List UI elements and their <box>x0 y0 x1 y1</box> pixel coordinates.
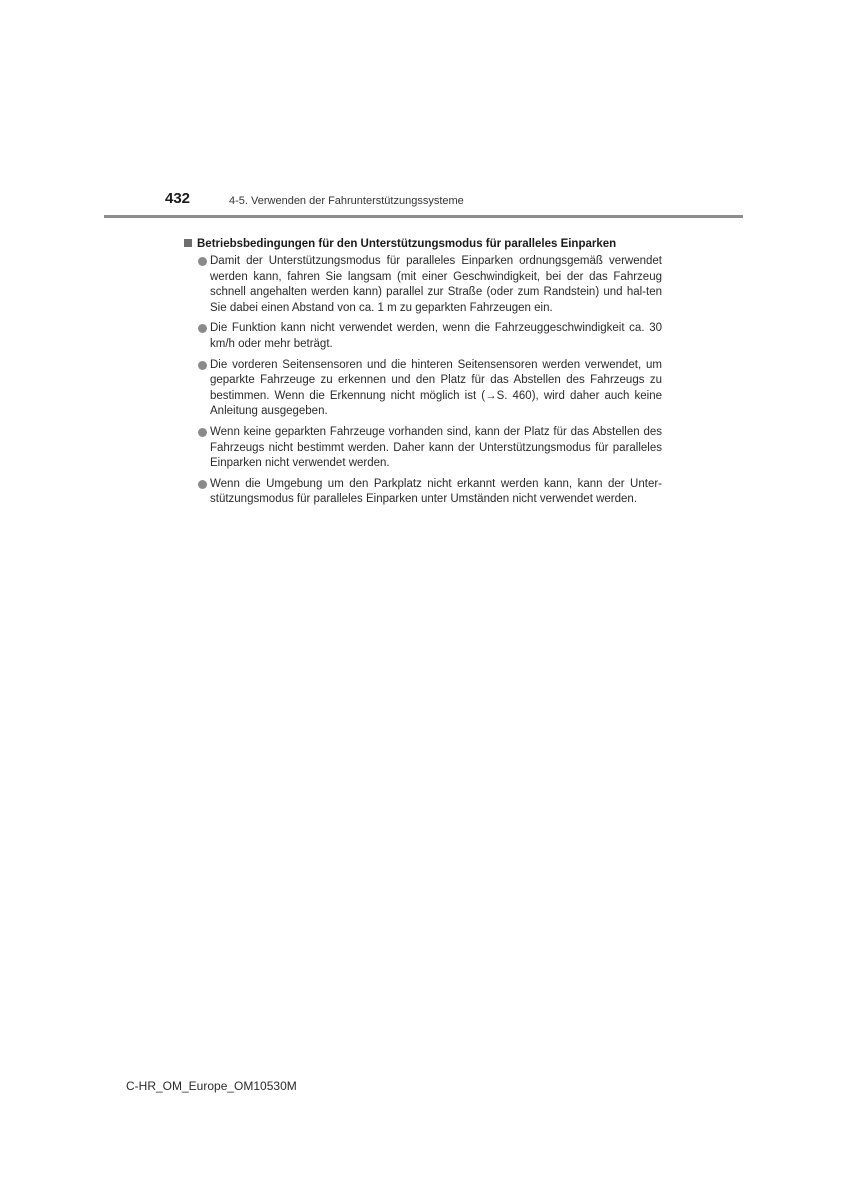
circle-bullet-icon <box>198 480 207 489</box>
header-divider <box>104 215 743 218</box>
list-item-text: Wenn keine geparkten Fahrzeuge vorhanden sind, kann der Platz für das Abstellen des Fahrzeugs nicht bestimmt werden. Daher kann der Unterstützungsmodus für paralleles Einparken nicht verwendet werden. <box>210 425 662 470</box>
page-number: 432 <box>165 190 191 207</box>
circle-bullet-icon <box>198 361 207 370</box>
square-bullet-icon <box>184 239 192 247</box>
section-heading <box>184 236 662 252</box>
list-item <box>184 425 662 472</box>
condition-list <box>184 254 662 508</box>
list-item-text: Die vorderen Seitensensoren und die hinteren Seitensensoren werden verwendet, um geparkte Fahrzeuge zu erkennen und den Platz für das Abstellen des Fahrzeugs zu bestimmen. Wenn die Erkennung nicht möglich ist (→S. 460), wird daher auch keine Anleitung ausgegeben. <box>210 358 662 418</box>
circle-bullet-icon <box>198 428 207 437</box>
list-item-text: Die Funktion kann nicht verwendet werden, wenn die Fahrzeuggeschwindigkeit ca. 30 km/h oder mehr beträgt. <box>210 322 662 350</box>
list-item-text: Wenn die Umgebung um den Parkplatz nicht erkannt werden kann, kann der Unter-stützungsmodus für paralleles Einparken unter Umständen nicht verwendet werden. <box>210 477 662 506</box>
circle-bullet-icon <box>198 324 207 333</box>
section-heading-text: Betriebsbedingungen für den Unterstützungsmodus für paralleles Einparken <box>197 238 617 250</box>
list-item <box>184 358 662 420</box>
section-title: 4-5. Verwenden der Fahrunterstützungssysteme <box>229 195 464 207</box>
document-code: C-HR_OM_Europe_OM10530M <box>126 1079 297 1093</box>
list-item <box>184 477 662 508</box>
list-item <box>184 321 662 352</box>
list-item-text: Damit der Unterstützungsmodus für paralleles Einparken ordnungsgemäß verwendet werden kann, fahren Sie langsam (mit einer Geschwindigkeit, bei der das Fahrzeug schnell angehalten werden kann) parallel zur Straße (oder zum Randstein) und hal-ten Sie dabei einen Abstand von ca. 1 m zu geparkten Fahrzeugen ein. <box>210 255 662 314</box>
list-item <box>184 254 662 316</box>
circle-bullet-icon <box>198 257 207 266</box>
main-content <box>184 236 662 513</box>
